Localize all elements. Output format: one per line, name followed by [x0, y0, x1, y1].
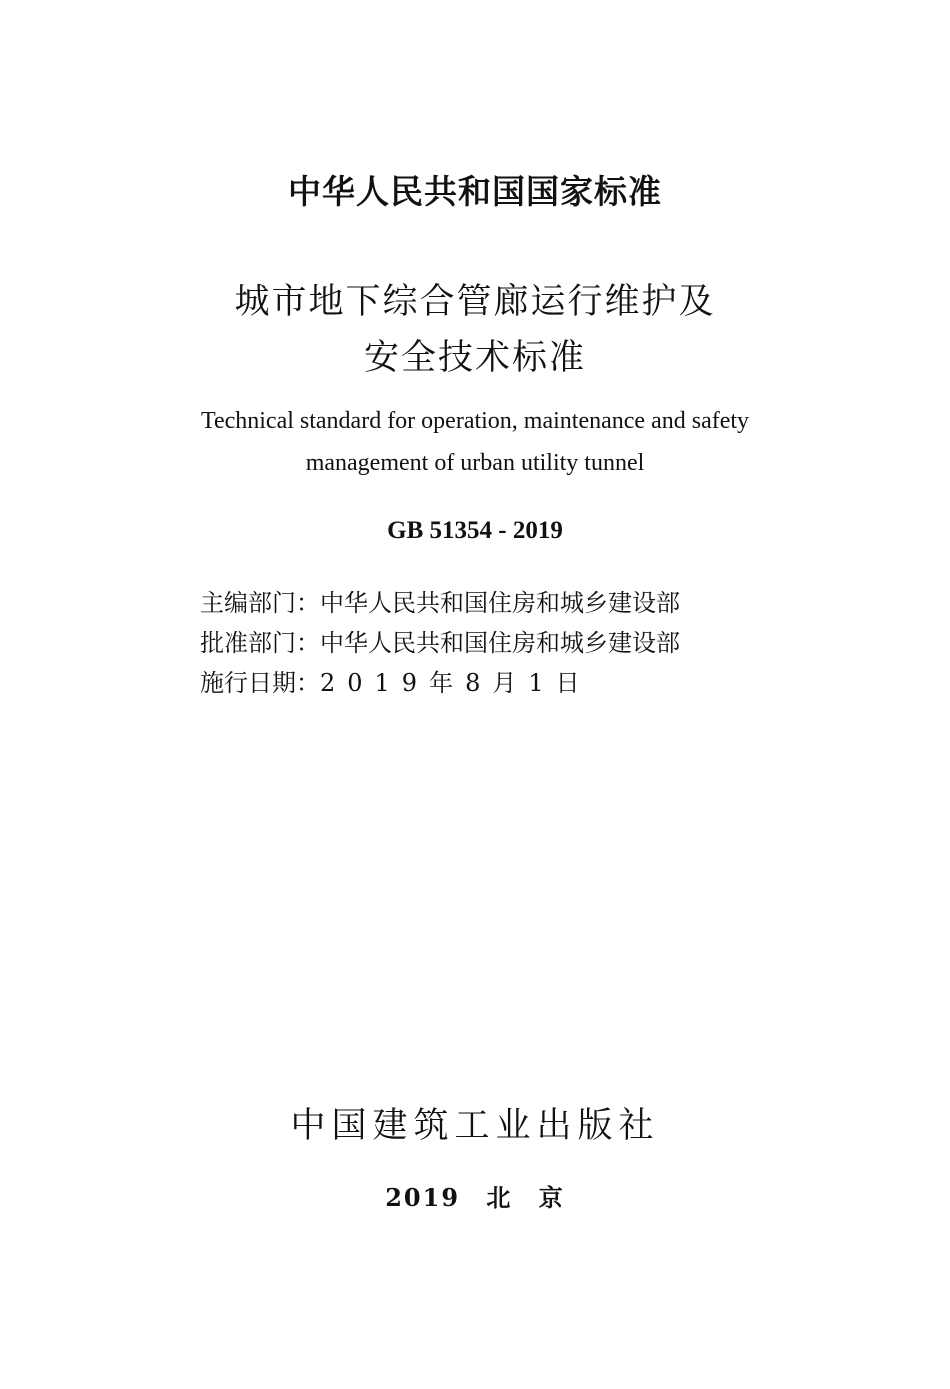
approver-label: 批准部门： — [200, 629, 320, 657]
editor-row — [200, 587, 680, 627]
approver-value: 中华人民共和国住房和城乡建设部 — [320, 629, 680, 657]
title-english-line-1: Technical standard for operation, maintenance and safety — [200, 408, 750, 434]
title-english-line-2: management of urban utility tunnel — [305, 450, 645, 476]
approver-row — [200, 627, 680, 667]
editor-label: 主编部门： — [200, 589, 320, 617]
effective-date-value: 2019年8月1日 — [320, 669, 592, 697]
title-chinese-line-1: 城市地下综合管廊运行维护及 — [234, 282, 716, 322]
editor-value: 中华人民共和国住房和城乡建设部 — [320, 589, 680, 617]
publisher-name: 中国建筑工业出版社 — [290, 1106, 660, 1146]
metadata-block — [200, 587, 680, 707]
effective-date-row — [200, 667, 680, 707]
effective-date-label: 施行日期： — [200, 669, 320, 697]
title-chinese-line-2: 安全技术标准 — [363, 338, 586, 378]
standard-number: GB 51354 - 2019 — [387, 517, 563, 544]
standard-category-label: 中华人民共和国国家标准 — [288, 172, 662, 211]
publication-year-place: 2019 北 京 — [385, 1183, 565, 1212]
